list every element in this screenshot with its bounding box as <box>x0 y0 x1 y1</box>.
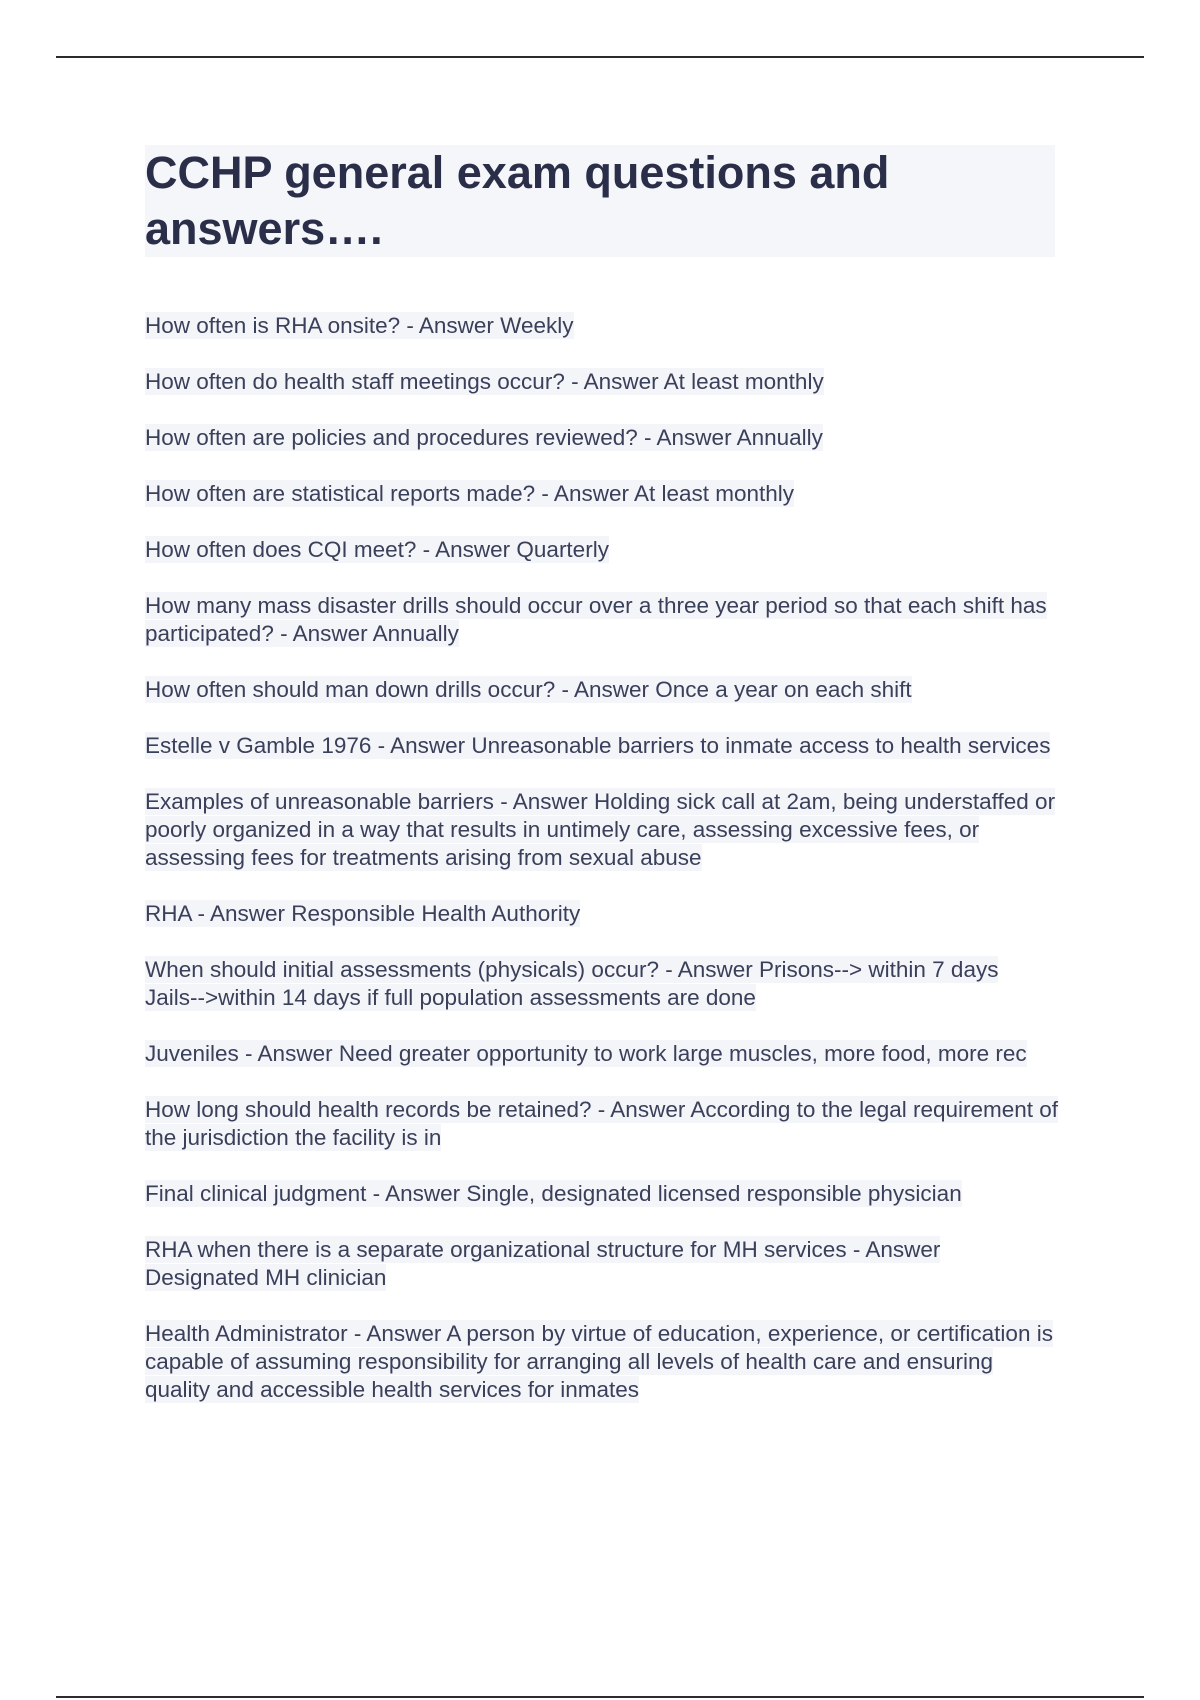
qa-text: How often does CQI meet? - Answer Quarterly <box>145 537 609 562</box>
qa-item <box>145 312 1060 340</box>
qa-item <box>145 1236 1060 1292</box>
title-block <box>145 145 1055 257</box>
qa-text: Examples of unreasonable barriers - Answer Holding sick call at 2am, being understaffed or poorly organized in a way that results in untimely care, assessing excessive fees, or assessing fees for treatments arising from sexual abuse <box>145 789 1056 870</box>
qa-text: Estelle v Gamble 1976 - Answer Unreasonable barriers to inmate access to health services <box>145 733 1051 758</box>
qa-text: How often are policies and procedures reviewed? - Answer Annually <box>145 425 823 450</box>
qa-text: How many mass disaster drills should occur over a three year period so that each shift has participated? - Answer Annually <box>145 593 1047 646</box>
qa-text: How often do health staff meetings occur? - Answer At least monthly <box>145 369 824 394</box>
qa-item <box>145 956 1060 1012</box>
qa-item <box>145 1180 1060 1208</box>
qa-item <box>145 676 1060 704</box>
qa-text: Health Administrator - Answer A person by virtue of education, experience, or certification is capable of assuming responsibility for arranging all levels of health care and ensuring quality and accessible health services for inmates <box>145 1321 1053 1402</box>
qa-list <box>145 312 1060 1432</box>
bottom-rule <box>56 1696 1144 1698</box>
qa-text: How long should health records be retained? - Answer According to the legal requirement of the jurisdiction the facility is in <box>145 1097 1059 1150</box>
qa-text: How often is RHA onsite? - Answer Weekly <box>145 313 574 338</box>
qa-text: Juveniles - Answer Need greater opportunity to work large muscles, more food, more rec <box>145 1041 1027 1066</box>
qa-item <box>145 368 1060 396</box>
qa-text: RHA when there is a separate organizational structure for MH services - Answer Designated MH clinician <box>145 1237 941 1290</box>
qa-text: When should initial assessments (physicals) occur? - Answer Prisons--> within 7 days Jails-->within 14 days if full population assessments are done <box>145 957 999 1010</box>
qa-item <box>145 536 1060 564</box>
qa-text: Final clinical judgment - Answer Single, designated licensed responsible physician <box>145 1181 962 1206</box>
qa-text: RHA - Answer Responsible Health Authority <box>145 901 581 926</box>
qa-item <box>145 424 1060 452</box>
qa-item <box>145 592 1060 648</box>
qa-item <box>145 788 1060 872</box>
qa-text: How often are statistical reports made? - Answer At least monthly <box>145 481 795 506</box>
qa-item <box>145 900 1060 928</box>
document-title: CCHP general exam questions and answers…. <box>145 147 890 254</box>
qa-item <box>145 1040 1060 1068</box>
qa-item <box>145 1096 1060 1152</box>
qa-item <box>145 480 1060 508</box>
top-rule <box>56 56 1144 58</box>
qa-item <box>145 732 1060 760</box>
qa-item <box>145 1320 1060 1404</box>
qa-text: How often should man down drills occur? - Answer Once a year on each shift <box>145 677 912 702</box>
